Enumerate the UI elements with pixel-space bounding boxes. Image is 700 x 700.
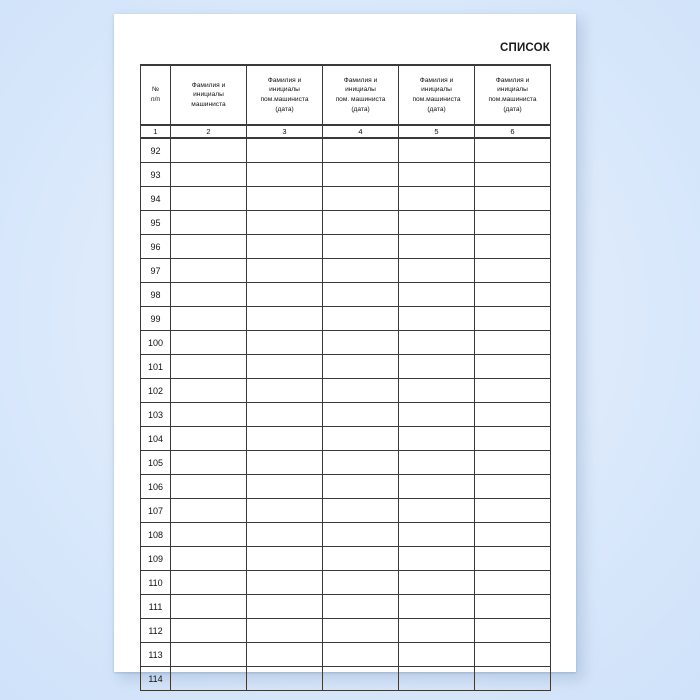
table-row <box>141 138 551 163</box>
column-number: 1 <box>141 125 171 138</box>
column-header-driver <box>171 65 247 125</box>
table-cell[interactable] <box>323 499 399 523</box>
table-cell[interactable] <box>399 187 475 211</box>
header-line: (дата) <box>351 105 370 113</box>
table-cell[interactable] <box>475 235 551 259</box>
table-cell[interactable] <box>475 523 551 547</box>
column-number: 4 <box>323 125 399 138</box>
table-cell[interactable] <box>247 451 323 475</box>
table-cell[interactable] <box>399 403 475 427</box>
table-cell[interactable] <box>475 451 551 475</box>
header-line: (дата) <box>275 105 294 113</box>
table-cell[interactable] <box>247 667 323 691</box>
table-cell[interactable] <box>171 643 247 667</box>
table-cell[interactable] <box>475 403 551 427</box>
header-line: Фамилия и <box>495 76 530 84</box>
table-cell[interactable] <box>171 571 247 595</box>
table-row <box>141 331 551 355</box>
header-line: Фамилия и <box>419 76 454 84</box>
row-number-cell: 92 <box>141 138 171 163</box>
row-number-cell: 113 <box>141 643 171 667</box>
table-cell[interactable] <box>247 307 323 331</box>
table-row <box>141 451 551 475</box>
table-cell[interactable] <box>171 138 247 163</box>
column-number: 5 <box>399 125 475 138</box>
table-row <box>141 667 551 691</box>
table-row <box>141 427 551 451</box>
table-cell[interactable] <box>399 571 475 595</box>
column-header-assistant-1 <box>247 65 323 125</box>
table-cell[interactable] <box>247 499 323 523</box>
table-cell[interactable] <box>247 595 323 619</box>
column-number: 6 <box>475 125 551 138</box>
table-row <box>141 307 551 331</box>
table-cell[interactable] <box>323 451 399 475</box>
table-cell[interactable] <box>475 307 551 331</box>
table-cell[interactable] <box>171 211 247 235</box>
table-cell[interactable] <box>171 187 247 211</box>
column-header-assistant-2 <box>323 65 399 125</box>
table-cell[interactable] <box>323 283 399 307</box>
column-header-assistant-3 <box>399 65 475 125</box>
table-cell[interactable] <box>247 571 323 595</box>
row-number-cell: 98 <box>141 283 171 307</box>
table-cell[interactable] <box>247 331 323 355</box>
table-cell[interactable] <box>171 523 247 547</box>
table-cell[interactable] <box>399 427 475 451</box>
table-row <box>141 499 551 523</box>
table-cell[interactable] <box>399 451 475 475</box>
table-cell[interactable] <box>171 235 247 259</box>
header-line: инициалы <box>497 86 528 94</box>
row-number-cell: 93 <box>141 163 171 187</box>
table-cell[interactable] <box>399 619 475 643</box>
table-header-row <box>141 65 551 125</box>
table-cell[interactable] <box>399 283 475 307</box>
column-number-row <box>141 125 551 138</box>
table-cell[interactable] <box>399 307 475 331</box>
table-cell[interactable] <box>475 571 551 595</box>
table-cell[interactable] <box>247 619 323 643</box>
table-cell[interactable] <box>323 403 399 427</box>
row-number-cell: 99 <box>141 307 171 331</box>
table-cell[interactable] <box>475 211 551 235</box>
row-number-cell: 109 <box>141 547 171 571</box>
header-line: инициалы <box>421 86 452 94</box>
table-cell[interactable] <box>323 307 399 331</box>
row-number-cell: 95 <box>141 211 171 235</box>
header-line: пом.машиниста <box>488 96 537 103</box>
table-cell[interactable] <box>171 307 247 331</box>
table-cell[interactable] <box>475 667 551 691</box>
table-row <box>141 547 551 571</box>
table-cell[interactable] <box>247 283 323 307</box>
table-row <box>141 355 551 379</box>
table-cell[interactable] <box>323 331 399 355</box>
table-cell[interactable] <box>171 667 247 691</box>
table-cell[interactable] <box>475 619 551 643</box>
table-cell[interactable] <box>475 283 551 307</box>
header-line: Фамилия и <box>267 76 302 84</box>
header-line: (дата) <box>503 105 522 113</box>
table-cell[interactable] <box>171 427 247 451</box>
table-cell[interactable] <box>475 259 551 283</box>
table-cell[interactable] <box>171 619 247 643</box>
table-row <box>141 475 551 499</box>
table-cell[interactable] <box>247 355 323 379</box>
header-line: № <box>151 86 160 94</box>
table-cell[interactable] <box>247 475 323 499</box>
table-row <box>141 403 551 427</box>
column-number: 2 <box>171 125 247 138</box>
table-body <box>141 138 551 691</box>
header-line: инициалы <box>269 86 300 94</box>
table-cell[interactable] <box>171 595 247 619</box>
row-number-cell: 100 <box>141 331 171 355</box>
table-cell[interactable] <box>399 475 475 499</box>
table-cell[interactable] <box>171 451 247 475</box>
table-cell[interactable] <box>475 187 551 211</box>
table-cell[interactable] <box>247 138 323 163</box>
document-page <box>114 14 576 684</box>
row-number-cell: 107 <box>141 499 171 523</box>
table-cell[interactable] <box>399 643 475 667</box>
row-number-cell: 104 <box>141 427 171 451</box>
table-cell[interactable] <box>323 187 399 211</box>
row-number-cell: 114 <box>141 667 171 691</box>
header-line: инициалы <box>345 86 376 94</box>
table-row <box>141 571 551 595</box>
table-cell[interactable] <box>171 163 247 187</box>
table-cell[interactable] <box>171 379 247 403</box>
header-line: (дата) <box>427 105 446 113</box>
table-cell[interactable] <box>171 403 247 427</box>
table-cell[interactable] <box>323 595 399 619</box>
table-row <box>141 283 551 307</box>
page-title: СПИСОК <box>499 42 550 54</box>
table-row <box>141 379 551 403</box>
table-cell[interactable] <box>399 163 475 187</box>
table-cell[interactable] <box>171 475 247 499</box>
table-cell[interactable] <box>475 499 551 523</box>
table-cell[interactable] <box>475 163 551 187</box>
table-cell[interactable] <box>475 138 551 163</box>
table-cell[interactable] <box>247 211 323 235</box>
column-header-index <box>141 65 171 125</box>
row-number-cell: 96 <box>141 235 171 259</box>
table-cell[interactable] <box>323 379 399 403</box>
table-row <box>141 259 551 283</box>
table-cell[interactable] <box>475 547 551 571</box>
table-cell[interactable] <box>323 547 399 571</box>
table-cell[interactable] <box>323 138 399 163</box>
table-row <box>141 163 551 187</box>
table-row <box>141 235 551 259</box>
table-cell[interactable] <box>323 475 399 499</box>
row-number-cell: 110 <box>141 571 171 595</box>
table-cell[interactable] <box>475 595 551 619</box>
row-number-cell: 112 <box>141 619 171 643</box>
table-cell[interactable] <box>399 235 475 259</box>
row-number-cell: 94 <box>141 187 171 211</box>
table-cell[interactable] <box>323 643 399 667</box>
table-cell[interactable] <box>399 499 475 523</box>
table-cell[interactable] <box>399 259 475 283</box>
table-cell[interactable] <box>247 235 323 259</box>
column-header-assistant-4 <box>475 65 551 125</box>
header-line: пом.машиниста <box>260 96 309 103</box>
table-cell[interactable] <box>323 523 399 547</box>
table-cell[interactable] <box>399 595 475 619</box>
table-cell[interactable] <box>171 259 247 283</box>
table-row <box>141 643 551 667</box>
table-cell[interactable] <box>323 259 399 283</box>
table-cell[interactable] <box>323 235 399 259</box>
table-cell[interactable] <box>475 331 551 355</box>
table-cell[interactable] <box>247 379 323 403</box>
column-number: 3 <box>247 125 323 138</box>
table-cell[interactable] <box>171 499 247 523</box>
table-cell[interactable] <box>323 571 399 595</box>
header-line: Фамилия и <box>343 76 378 84</box>
header-line: машиниста <box>191 100 226 108</box>
table-cell[interactable] <box>171 331 247 355</box>
row-number-cell: 108 <box>141 523 171 547</box>
table-row <box>141 211 551 235</box>
table-cell[interactable] <box>247 427 323 451</box>
table-cell[interactable] <box>323 619 399 643</box>
table-cell[interactable] <box>323 667 399 691</box>
row-number-cell: 102 <box>141 379 171 403</box>
table-cell[interactable] <box>247 259 323 283</box>
table-cell[interactable] <box>399 355 475 379</box>
header-line: Фамилия и <box>191 81 226 89</box>
row-number-cell: 105 <box>141 451 171 475</box>
row-number-cell: 103 <box>141 403 171 427</box>
table-cell[interactable] <box>247 547 323 571</box>
row-number-cell: 106 <box>141 475 171 499</box>
table-cell[interactable] <box>399 211 475 235</box>
table-cell[interactable] <box>247 187 323 211</box>
header-line: инициалы <box>193 91 224 99</box>
table-cell[interactable] <box>323 163 399 187</box>
table-cell[interactable] <box>171 355 247 379</box>
table-cell[interactable] <box>323 427 399 451</box>
header-line: п/п <box>151 96 160 103</box>
table-cell[interactable] <box>399 138 475 163</box>
table-cell[interactable] <box>247 523 323 547</box>
table-cell[interactable] <box>475 379 551 403</box>
table-cell[interactable] <box>475 427 551 451</box>
table-cell[interactable] <box>399 523 475 547</box>
table-row <box>141 187 551 211</box>
table-cell[interactable] <box>323 211 399 235</box>
table-cell[interactable] <box>399 331 475 355</box>
table-cell[interactable] <box>475 475 551 499</box>
table-cell[interactable] <box>399 379 475 403</box>
header-line: пом.машиниста <box>412 96 461 103</box>
table-cell[interactable] <box>247 163 323 187</box>
table-row <box>141 523 551 547</box>
table-cell[interactable] <box>475 643 551 667</box>
table-row <box>141 619 551 643</box>
table-cell[interactable] <box>171 547 247 571</box>
table-cell[interactable] <box>247 403 323 427</box>
table-cell[interactable] <box>323 355 399 379</box>
roster-table <box>140 64 551 691</box>
table-cell[interactable] <box>247 643 323 667</box>
row-number-cell: 101 <box>141 355 171 379</box>
table-cell[interactable] <box>399 667 475 691</box>
table-cell[interactable] <box>475 355 551 379</box>
table-header <box>141 65 551 138</box>
header-line: пом. машиниста <box>335 96 386 103</box>
table-row <box>141 595 551 619</box>
table-cell[interactable] <box>399 547 475 571</box>
row-number-cell: 111 <box>141 595 171 619</box>
row-number-cell: 97 <box>141 259 171 283</box>
table-cell[interactable] <box>171 283 247 307</box>
